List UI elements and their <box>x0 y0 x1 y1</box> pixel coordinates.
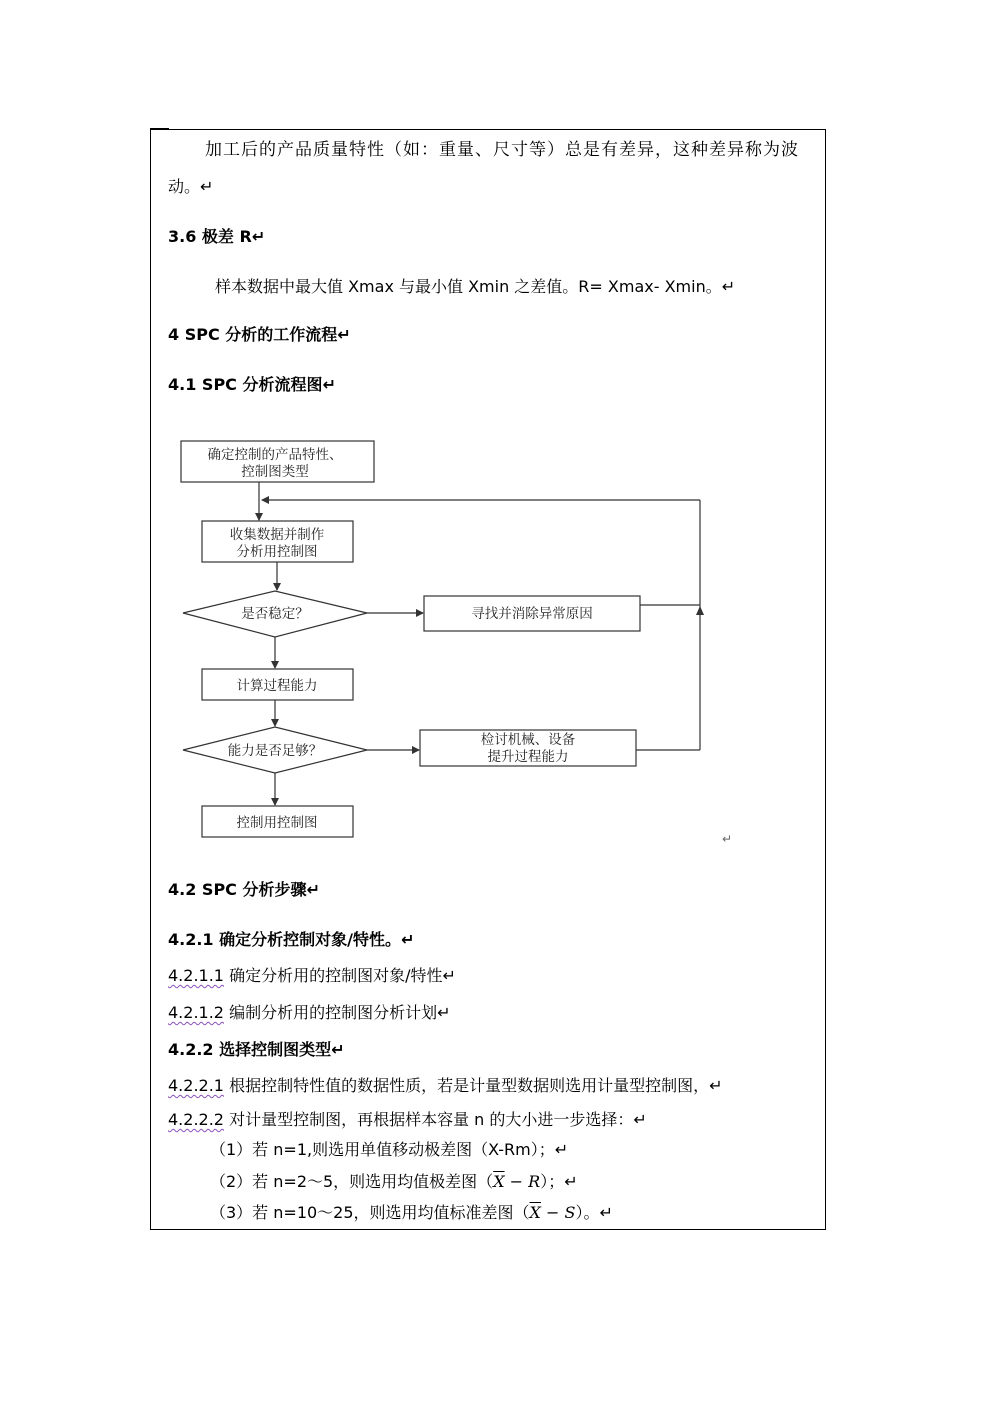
intro-line-2: 动。↵ <box>168 177 214 196</box>
heading-4-2-2: 4.2.2 选择控制图类型↵ <box>168 1040 345 1059</box>
option-suffix: ）；↵ <box>540 1172 578 1191</box>
item-text: 对计量型控制图，再根据样本容量 n 的大小进一步选择：↵ <box>223 1110 647 1129</box>
formula-rest: − S <box>540 1203 576 1222</box>
flow-node-control-chart-label: 控制用控制图 <box>236 815 318 831</box>
item-4-2-2-2 <box>168 1109 647 1131</box>
item-4-2-1-1 <box>168 965 456 987</box>
flow-node-find-causes-label: 寻找并消除异常原因 <box>471 606 593 622</box>
flow-node-review-label-2: 提升过程能力 <box>487 749 569 765</box>
heading-4: 4 SPC 分析的工作流程↵ <box>168 325 351 344</box>
flow-node-review-label-1: 检讨机械、设备 <box>480 732 576 748</box>
flow-node-calc-capability-label: 计算过程能力 <box>236 678 318 694</box>
item-4-2-1-2 <box>168 1002 450 1024</box>
flow-node-define-label-2: 控制图类型 <box>241 464 309 480</box>
paragraph-3-6: 样本数据中最大值 Xmax 与最小值 Xmin 之差值。R= Xmax- Xmin。↵ <box>215 277 736 296</box>
frame-corner-mark <box>150 128 169 130</box>
option-prefix: （2）若 n=2～5，则选用均值极差图（ <box>210 1172 494 1191</box>
option-prefix: （3）若 n=10～25，则选用均值标准差图（ <box>210 1203 530 1222</box>
option-2 <box>210 1171 578 1193</box>
flowchart-paragraph-mark: ↵ <box>722 832 733 846</box>
flow-node-collect-label-2: 分析用控制图 <box>236 544 318 560</box>
option-suffix: ）。↵ <box>575 1203 613 1222</box>
spc-flowchart <box>0 420 992 860</box>
formula-x-bar: $\overline{X}$ <box>493 1172 505 1191</box>
heading-4-2-1: 4.2.1 确定分析控制对象/特性。↵ <box>168 930 415 949</box>
flow-decision-capability-label: 能力是否足够？ <box>227 743 323 759</box>
item-text: 编制分析用的控制图分析计划↵ <box>223 1003 451 1022</box>
flow-return-arrowhead <box>696 606 704 615</box>
item-number: 4.2.1.2 <box>168 1003 224 1022</box>
formula-x-bar: $\overline{X}$ <box>529 1203 541 1222</box>
flow-decision-stable-label: 是否稳定？ <box>241 606 309 622</box>
heading-3-6: 3.6 极差 R↵ <box>168 227 266 246</box>
heading-4-2: 4.2 SPC 分析步骤↵ <box>168 880 320 899</box>
option-3 <box>210 1202 613 1224</box>
item-number: 4.2.2.1 <box>168 1076 224 1095</box>
item-number: 4.2.2.2 <box>168 1110 224 1129</box>
formula-rest: − R <box>504 1172 541 1191</box>
option-1: （1）若 n=1,则选用单值移动极差图（X-Rm）；↵ <box>210 1140 569 1159</box>
intro-line-1: 加工后的产品质量特性（如：重量、尺寸等）总是有差异，这种差异称为波 <box>205 140 799 160</box>
item-text: 确定分析用的控制图对象/特性↵ <box>223 966 456 985</box>
item-text: 根据控制特性值的数据性质，若是计量型数据则选用计量型控制图，↵ <box>223 1076 723 1095</box>
item-4-2-2-1 <box>168 1075 722 1097</box>
flow-node-define-label-1: 确定控制的产品特性、 <box>207 447 343 463</box>
item-number: 4.2.1.1 <box>168 966 224 985</box>
heading-4-1: 4.1 SPC 分析流程图↵ <box>168 375 336 394</box>
flow-node-collect-label-1: 收集数据并制作 <box>229 527 325 543</box>
